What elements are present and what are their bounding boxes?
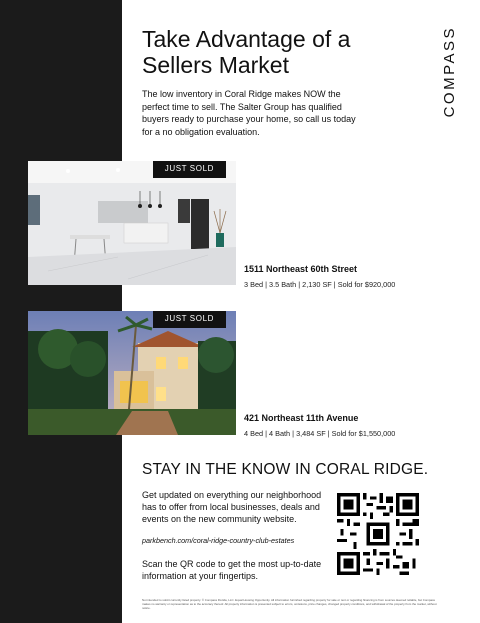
- headline: Take Advantage of a Sellers Market: [142, 26, 351, 78]
- intro-paragraph: The low inventory in Coral Ridge makes NOW the perfect time to sell. The Salter Group has qualified buyers ready to purchase your home, so call us today for a no obligation evaluation.: [142, 89, 356, 137]
- listing-1-specs: 3 Bed | 3.5 Bath | 2,130 SF | Sold for $920,000: [244, 280, 396, 289]
- listing-2-address: 421 Northeast 11th Avenue: [244, 413, 359, 423]
- community-url[interactable]: parkbench.com/coral-ridge-country-club-estates: [142, 536, 295, 545]
- just-sold-badge: JUST SOLD: [153, 311, 226, 328]
- qr-code[interactable]: [337, 493, 419, 575]
- listing-1-address: 1511 Northeast 60th Street: [244, 264, 358, 274]
- community-body: Get updated on everything our neighborhood has to offer from local businesses, deals and events on the new community website.: [142, 490, 322, 525]
- kitchen-interior-image: [28, 161, 236, 285]
- compass-logo: [436, 24, 462, 120]
- listing-2-photo: [28, 311, 236, 435]
- listing-1-photo: [28, 161, 236, 285]
- just-sold-badge: JUST SOLD: [153, 161, 226, 178]
- community-heading: STAY IN THE KNOW IN CORAL RIDGE.: [142, 461, 429, 478]
- compass-wordmark: COMPASS: [440, 26, 458, 118]
- qr-prompt: Scan the QR code to get the most up-to-date information at your fingertips.: [142, 559, 322, 582]
- house-exterior-image: [28, 311, 236, 435]
- legal-disclaimer: Not intended to solicit currently listed property. © Compass Florida, LLC. Equal Housing Opportunity. All information furnished regarding property for sale or rent or regarding financing is from sources deemed reliable, but Compass makes no warranty or representation as to the accuracy thereof. All property information is presented subject to errors, omissions, price changes, changed property conditions, and withdrawal of the property from the market, without notice.: [142, 598, 437, 610]
- listing-2-specs: 4 Bed | 4 Bath | 3,484 SF | Sold for $1,550,000: [244, 429, 396, 438]
